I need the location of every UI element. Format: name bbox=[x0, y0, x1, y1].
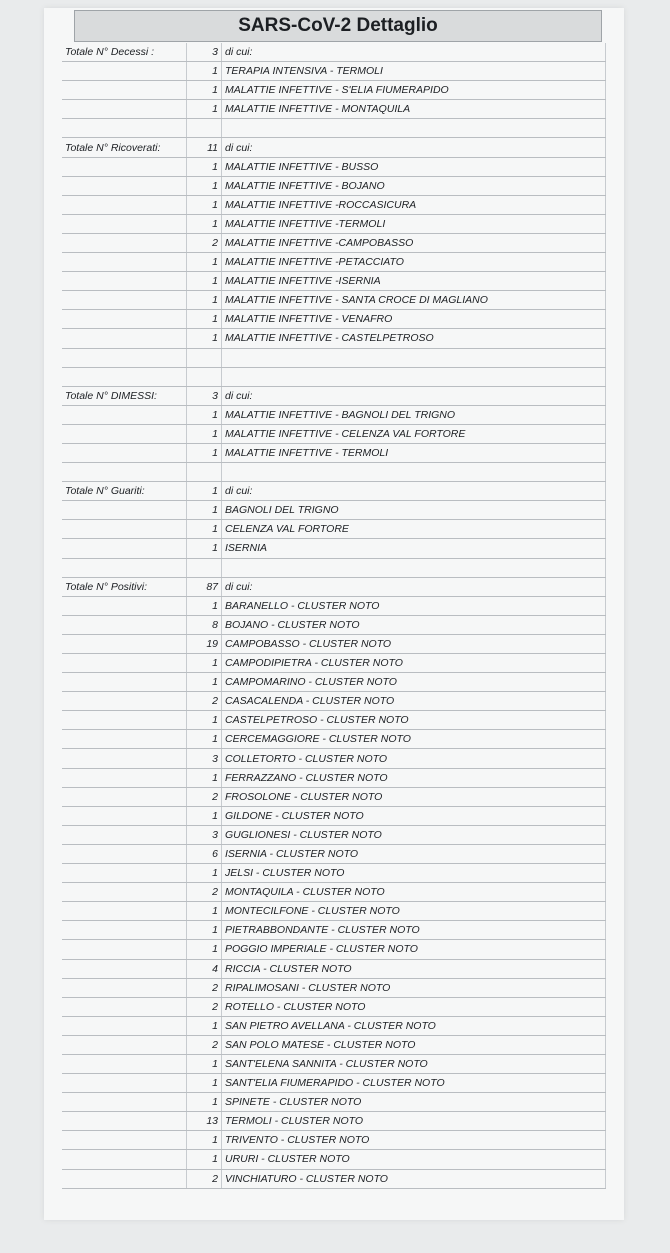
item-count: 1 bbox=[187, 1054, 222, 1073]
item-description: ISERNIA - CLUSTER NOTO bbox=[222, 844, 606, 863]
item-description: MALATTIE INFETTIVE - VENAFRO bbox=[222, 310, 606, 329]
section-header-row bbox=[62, 43, 606, 62]
item-count: 1 bbox=[187, 81, 222, 100]
section-header-row bbox=[62, 577, 606, 596]
item-count: 1 bbox=[187, 1150, 222, 1169]
table-row bbox=[62, 62, 606, 81]
empty-cell bbox=[62, 1131, 187, 1150]
item-description: CASTELPETROSO - CLUSTER NOTO bbox=[222, 711, 606, 730]
item-count: 1 bbox=[187, 902, 222, 921]
item-count: 2 bbox=[187, 233, 222, 252]
table-row bbox=[62, 443, 606, 462]
item-count: 1 bbox=[187, 864, 222, 883]
section-total: 1 bbox=[187, 482, 222, 501]
empty-cell bbox=[187, 119, 222, 138]
empty-cell bbox=[62, 692, 187, 711]
item-description: MONTAQUILA - CLUSTER NOTO bbox=[222, 883, 606, 902]
table-row bbox=[62, 1074, 606, 1093]
item-description: VINCHIATURO - CLUSTER NOTO bbox=[222, 1169, 606, 1188]
empty-cell bbox=[62, 711, 187, 730]
table-row bbox=[62, 1016, 606, 1035]
item-count: 1 bbox=[187, 310, 222, 329]
empty-cell bbox=[62, 1035, 187, 1054]
table-row bbox=[62, 405, 606, 424]
empty-cell bbox=[62, 558, 187, 577]
empty-cell bbox=[222, 348, 606, 367]
item-description: SAN POLO MATESE - CLUSTER NOTO bbox=[222, 1035, 606, 1054]
empty-cell bbox=[62, 119, 187, 138]
table-row bbox=[62, 959, 606, 978]
empty-cell bbox=[62, 176, 187, 195]
table-row bbox=[62, 673, 606, 692]
item-count: 1 bbox=[187, 596, 222, 615]
empty-cell bbox=[62, 329, 187, 348]
table-row bbox=[62, 806, 606, 825]
item-description: MALATTIE INFETTIVE -PETACCIATO bbox=[222, 253, 606, 272]
item-description: COLLETORTO - CLUSTER NOTO bbox=[222, 749, 606, 768]
table-row bbox=[62, 978, 606, 997]
item-description: MALATTIE INFETTIVE - BOJANO bbox=[222, 176, 606, 195]
empty-cell bbox=[62, 81, 187, 100]
table-row bbox=[62, 825, 606, 844]
section-header-row bbox=[62, 386, 606, 405]
item-description: MALATTIE INFETTIVE - BUSSO bbox=[222, 157, 606, 176]
blank-row bbox=[62, 348, 606, 367]
section-note: di cui: bbox=[222, 43, 606, 62]
document-page bbox=[44, 8, 624, 1220]
section-total: 87 bbox=[187, 577, 222, 596]
item-description: CERCEMAGGIORE - CLUSTER NOTO bbox=[222, 730, 606, 749]
item-count: 1 bbox=[187, 654, 222, 673]
item-description: ROTELLO - CLUSTER NOTO bbox=[222, 997, 606, 1016]
item-count: 2 bbox=[187, 692, 222, 711]
empty-cell bbox=[62, 615, 187, 634]
empty-cell bbox=[62, 424, 187, 443]
item-count: 1 bbox=[187, 253, 222, 272]
item-count: 1 bbox=[187, 1093, 222, 1112]
item-description: MALATTIE INFETTIVE -CAMPOBASSO bbox=[222, 233, 606, 252]
section-note: di cui: bbox=[222, 386, 606, 405]
table-row bbox=[62, 310, 606, 329]
table-row bbox=[62, 1112, 606, 1131]
item-count: 2 bbox=[187, 1035, 222, 1054]
table-row bbox=[62, 1054, 606, 1073]
table-row bbox=[62, 424, 606, 443]
table-row bbox=[62, 1169, 606, 1188]
item-count: 19 bbox=[187, 634, 222, 653]
item-count: 1 bbox=[187, 1131, 222, 1150]
table-row bbox=[62, 1131, 606, 1150]
item-description: TRIVENTO - CLUSTER NOTO bbox=[222, 1131, 606, 1150]
table-row bbox=[62, 844, 606, 863]
empty-cell bbox=[187, 348, 222, 367]
item-count: 1 bbox=[187, 100, 222, 119]
blank-row bbox=[62, 367, 606, 386]
item-count: 2 bbox=[187, 787, 222, 806]
item-description: RICCIA - CLUSTER NOTO bbox=[222, 959, 606, 978]
section-label: Totale N° DIMESSI: bbox=[62, 386, 187, 405]
empty-cell bbox=[62, 997, 187, 1016]
empty-cell bbox=[62, 100, 187, 119]
empty-cell bbox=[62, 596, 187, 615]
item-count: 1 bbox=[187, 673, 222, 692]
item-count: 1 bbox=[187, 214, 222, 233]
empty-cell bbox=[62, 864, 187, 883]
table-row bbox=[62, 291, 606, 310]
item-description: SANT'ELENA SANNITA - CLUSTER NOTO bbox=[222, 1054, 606, 1073]
empty-cell bbox=[62, 940, 187, 959]
empty-cell bbox=[62, 520, 187, 539]
item-description: CASACALENDA - CLUSTER NOTO bbox=[222, 692, 606, 711]
table-row bbox=[62, 539, 606, 558]
item-count: 1 bbox=[187, 711, 222, 730]
empty-cell bbox=[62, 501, 187, 520]
empty-cell bbox=[222, 558, 606, 577]
item-description: PIETRABBONDANTE - CLUSTER NOTO bbox=[222, 921, 606, 940]
table-row bbox=[62, 253, 606, 272]
table-row bbox=[62, 634, 606, 653]
section-label: Totale N° Ricoverati: bbox=[62, 138, 187, 157]
item-description: SANT'ELIA FIUMERAPIDO - CLUSTER NOTO bbox=[222, 1074, 606, 1093]
item-description: BAGNOLI DEL TRIGNO bbox=[222, 501, 606, 520]
table-row bbox=[62, 501, 606, 520]
empty-cell bbox=[222, 463, 606, 482]
item-description: FROSOLONE - CLUSTER NOTO bbox=[222, 787, 606, 806]
item-count: 1 bbox=[187, 443, 222, 462]
empty-cell bbox=[62, 1016, 187, 1035]
item-count: 1 bbox=[187, 405, 222, 424]
item-count: 6 bbox=[187, 844, 222, 863]
item-count: 1 bbox=[187, 520, 222, 539]
item-count: 1 bbox=[187, 806, 222, 825]
empty-cell bbox=[62, 272, 187, 291]
item-description: URURI - CLUSTER NOTO bbox=[222, 1150, 606, 1169]
empty-cell bbox=[62, 1169, 187, 1188]
table-row bbox=[62, 1093, 606, 1112]
empty-cell bbox=[62, 463, 187, 482]
table-row bbox=[62, 692, 606, 711]
empty-cell bbox=[62, 443, 187, 462]
empty-cell bbox=[62, 787, 187, 806]
item-count: 1 bbox=[187, 501, 222, 520]
empty-cell bbox=[62, 1150, 187, 1169]
item-description: MALATTIE INFETTIVE - CASTELPETROSO bbox=[222, 329, 606, 348]
item-count: 2 bbox=[187, 978, 222, 997]
empty-cell bbox=[222, 119, 606, 138]
item-count: 1 bbox=[187, 730, 222, 749]
item-count: 2 bbox=[187, 883, 222, 902]
item-description: CAMPODIPIETRA - CLUSTER NOTO bbox=[222, 654, 606, 673]
item-count: 1 bbox=[187, 176, 222, 195]
empty-cell bbox=[62, 654, 187, 673]
empty-cell bbox=[62, 1074, 187, 1093]
table-row bbox=[62, 902, 606, 921]
item-description: MALATTIE INFETTIVE - MONTAQUILA bbox=[222, 100, 606, 119]
section-label: Totale N° Decessi : bbox=[62, 43, 187, 62]
item-description: BARANELLO - CLUSTER NOTO bbox=[222, 596, 606, 615]
item-description: JELSI - CLUSTER NOTO bbox=[222, 864, 606, 883]
item-count: 1 bbox=[187, 768, 222, 787]
item-description: GUGLIONESI - CLUSTER NOTO bbox=[222, 825, 606, 844]
empty-cell bbox=[62, 214, 187, 233]
empty-cell bbox=[62, 253, 187, 272]
table-row bbox=[62, 272, 606, 291]
table-row bbox=[62, 195, 606, 214]
item-count: 1 bbox=[187, 539, 222, 558]
empty-cell bbox=[62, 62, 187, 81]
item-count: 2 bbox=[187, 1169, 222, 1188]
table-row bbox=[62, 940, 606, 959]
section-note: di cui: bbox=[222, 577, 606, 596]
empty-cell bbox=[62, 978, 187, 997]
item-count: 1 bbox=[187, 1016, 222, 1035]
empty-cell bbox=[62, 825, 187, 844]
detail-table-body bbox=[62, 43, 606, 1188]
item-description: GILDONE - CLUSTER NOTO bbox=[222, 806, 606, 825]
empty-cell bbox=[62, 291, 187, 310]
empty-cell bbox=[187, 367, 222, 386]
table-row bbox=[62, 329, 606, 348]
table-row bbox=[62, 997, 606, 1016]
section-total: 3 bbox=[187, 43, 222, 62]
table-row bbox=[62, 1150, 606, 1169]
section-label: Totale N° Positivi: bbox=[62, 577, 187, 596]
item-description: MALATTIE INFETTIVE -TERMOLI bbox=[222, 214, 606, 233]
blank-row bbox=[62, 558, 606, 577]
empty-cell bbox=[62, 768, 187, 787]
page-title: SARS-CoV-2 Dettaglio bbox=[74, 10, 602, 42]
item-description: POGGIO IMPERIALE - CLUSTER NOTO bbox=[222, 940, 606, 959]
item-description: MALATTIE INFETTIVE - SANTA CROCE DI MAGLIANO bbox=[222, 291, 606, 310]
table-row bbox=[62, 100, 606, 119]
section-header-row bbox=[62, 482, 606, 501]
empty-cell bbox=[62, 1054, 187, 1073]
table-row bbox=[62, 711, 606, 730]
item-count: 1 bbox=[187, 329, 222, 348]
empty-cell bbox=[62, 749, 187, 768]
empty-cell bbox=[62, 233, 187, 252]
empty-cell bbox=[62, 730, 187, 749]
item-count: 1 bbox=[187, 157, 222, 176]
item-count: 4 bbox=[187, 959, 222, 978]
empty-cell bbox=[62, 1112, 187, 1131]
item-description: MONTECILFONE - CLUSTER NOTO bbox=[222, 902, 606, 921]
table-row bbox=[62, 787, 606, 806]
empty-cell bbox=[62, 405, 187, 424]
item-count: 1 bbox=[187, 940, 222, 959]
item-count: 3 bbox=[187, 749, 222, 768]
item-description: BOJANO - CLUSTER NOTO bbox=[222, 615, 606, 634]
table-row bbox=[62, 596, 606, 615]
item-description: CAMPOBASSO - CLUSTER NOTO bbox=[222, 634, 606, 653]
table-row bbox=[62, 730, 606, 749]
empty-cell bbox=[62, 883, 187, 902]
empty-cell bbox=[62, 673, 187, 692]
item-count: 1 bbox=[187, 291, 222, 310]
item-description: MALATTIE INFETTIVE - S'ELIA FIUMERAPIDO bbox=[222, 81, 606, 100]
item-count: 3 bbox=[187, 825, 222, 844]
empty-cell bbox=[62, 539, 187, 558]
section-note: di cui: bbox=[222, 482, 606, 501]
section-header-row bbox=[62, 138, 606, 157]
item-description: MALATTIE INFETTIVE - BAGNOLI DEL TRIGNO bbox=[222, 405, 606, 424]
blank-row bbox=[62, 463, 606, 482]
section-total: 11 bbox=[187, 138, 222, 157]
blank-row bbox=[62, 119, 606, 138]
empty-cell bbox=[222, 367, 606, 386]
table-row bbox=[62, 233, 606, 252]
table-row bbox=[62, 1035, 606, 1054]
empty-cell bbox=[62, 634, 187, 653]
item-description: CAMPOMARINO - CLUSTER NOTO bbox=[222, 673, 606, 692]
item-count: 1 bbox=[187, 195, 222, 214]
table-row bbox=[62, 214, 606, 233]
item-description: MALATTIE INFETTIVE - TERMOLI bbox=[222, 443, 606, 462]
empty-cell bbox=[62, 921, 187, 940]
item-count: 13 bbox=[187, 1112, 222, 1131]
section-note: di cui: bbox=[222, 138, 606, 157]
empty-cell bbox=[62, 310, 187, 329]
item-count: 1 bbox=[187, 424, 222, 443]
item-count: 2 bbox=[187, 997, 222, 1016]
item-description: TERMOLI - CLUSTER NOTO bbox=[222, 1112, 606, 1131]
item-count: 8 bbox=[187, 615, 222, 634]
item-count: 1 bbox=[187, 62, 222, 81]
item-description: TERAPIA INTENSIVA - TERMOLI bbox=[222, 62, 606, 81]
item-description: SAN PIETRO AVELLANA - CLUSTER NOTO bbox=[222, 1016, 606, 1035]
empty-cell bbox=[62, 959, 187, 978]
section-total: 3 bbox=[187, 386, 222, 405]
item-description: FERRAZZANO - CLUSTER NOTO bbox=[222, 768, 606, 787]
item-count: 1 bbox=[187, 272, 222, 291]
empty-cell bbox=[62, 367, 187, 386]
empty-cell bbox=[62, 348, 187, 367]
table-row bbox=[62, 883, 606, 902]
table-row bbox=[62, 768, 606, 787]
empty-cell bbox=[62, 844, 187, 863]
detail-table bbox=[62, 43, 606, 1189]
empty-cell bbox=[62, 902, 187, 921]
table-row bbox=[62, 864, 606, 883]
table-row bbox=[62, 81, 606, 100]
item-description: MALATTIE INFETTIVE - CELENZA VAL FORTORE bbox=[222, 424, 606, 443]
table-row bbox=[62, 654, 606, 673]
empty-cell bbox=[187, 463, 222, 482]
table-row bbox=[62, 520, 606, 539]
table-row bbox=[62, 921, 606, 940]
item-description: ISERNIA bbox=[222, 539, 606, 558]
table-row bbox=[62, 615, 606, 634]
empty-cell bbox=[62, 195, 187, 214]
table-row bbox=[62, 176, 606, 195]
item-description: MALATTIE INFETTIVE -ROCCASICURA bbox=[222, 195, 606, 214]
section-label: Totale N° Guariti: bbox=[62, 482, 187, 501]
empty-cell bbox=[187, 558, 222, 577]
empty-cell bbox=[62, 1093, 187, 1112]
empty-cell bbox=[62, 157, 187, 176]
item-description: CELENZA VAL FORTORE bbox=[222, 520, 606, 539]
item-description: RIPALIMOSANI - CLUSTER NOTO bbox=[222, 978, 606, 997]
item-count: 1 bbox=[187, 1074, 222, 1093]
item-description: SPINETE - CLUSTER NOTO bbox=[222, 1093, 606, 1112]
table-row bbox=[62, 749, 606, 768]
item-count: 1 bbox=[187, 921, 222, 940]
item-description: MALATTIE INFETTIVE -ISERNIA bbox=[222, 272, 606, 291]
table-row bbox=[62, 157, 606, 176]
empty-cell bbox=[62, 806, 187, 825]
